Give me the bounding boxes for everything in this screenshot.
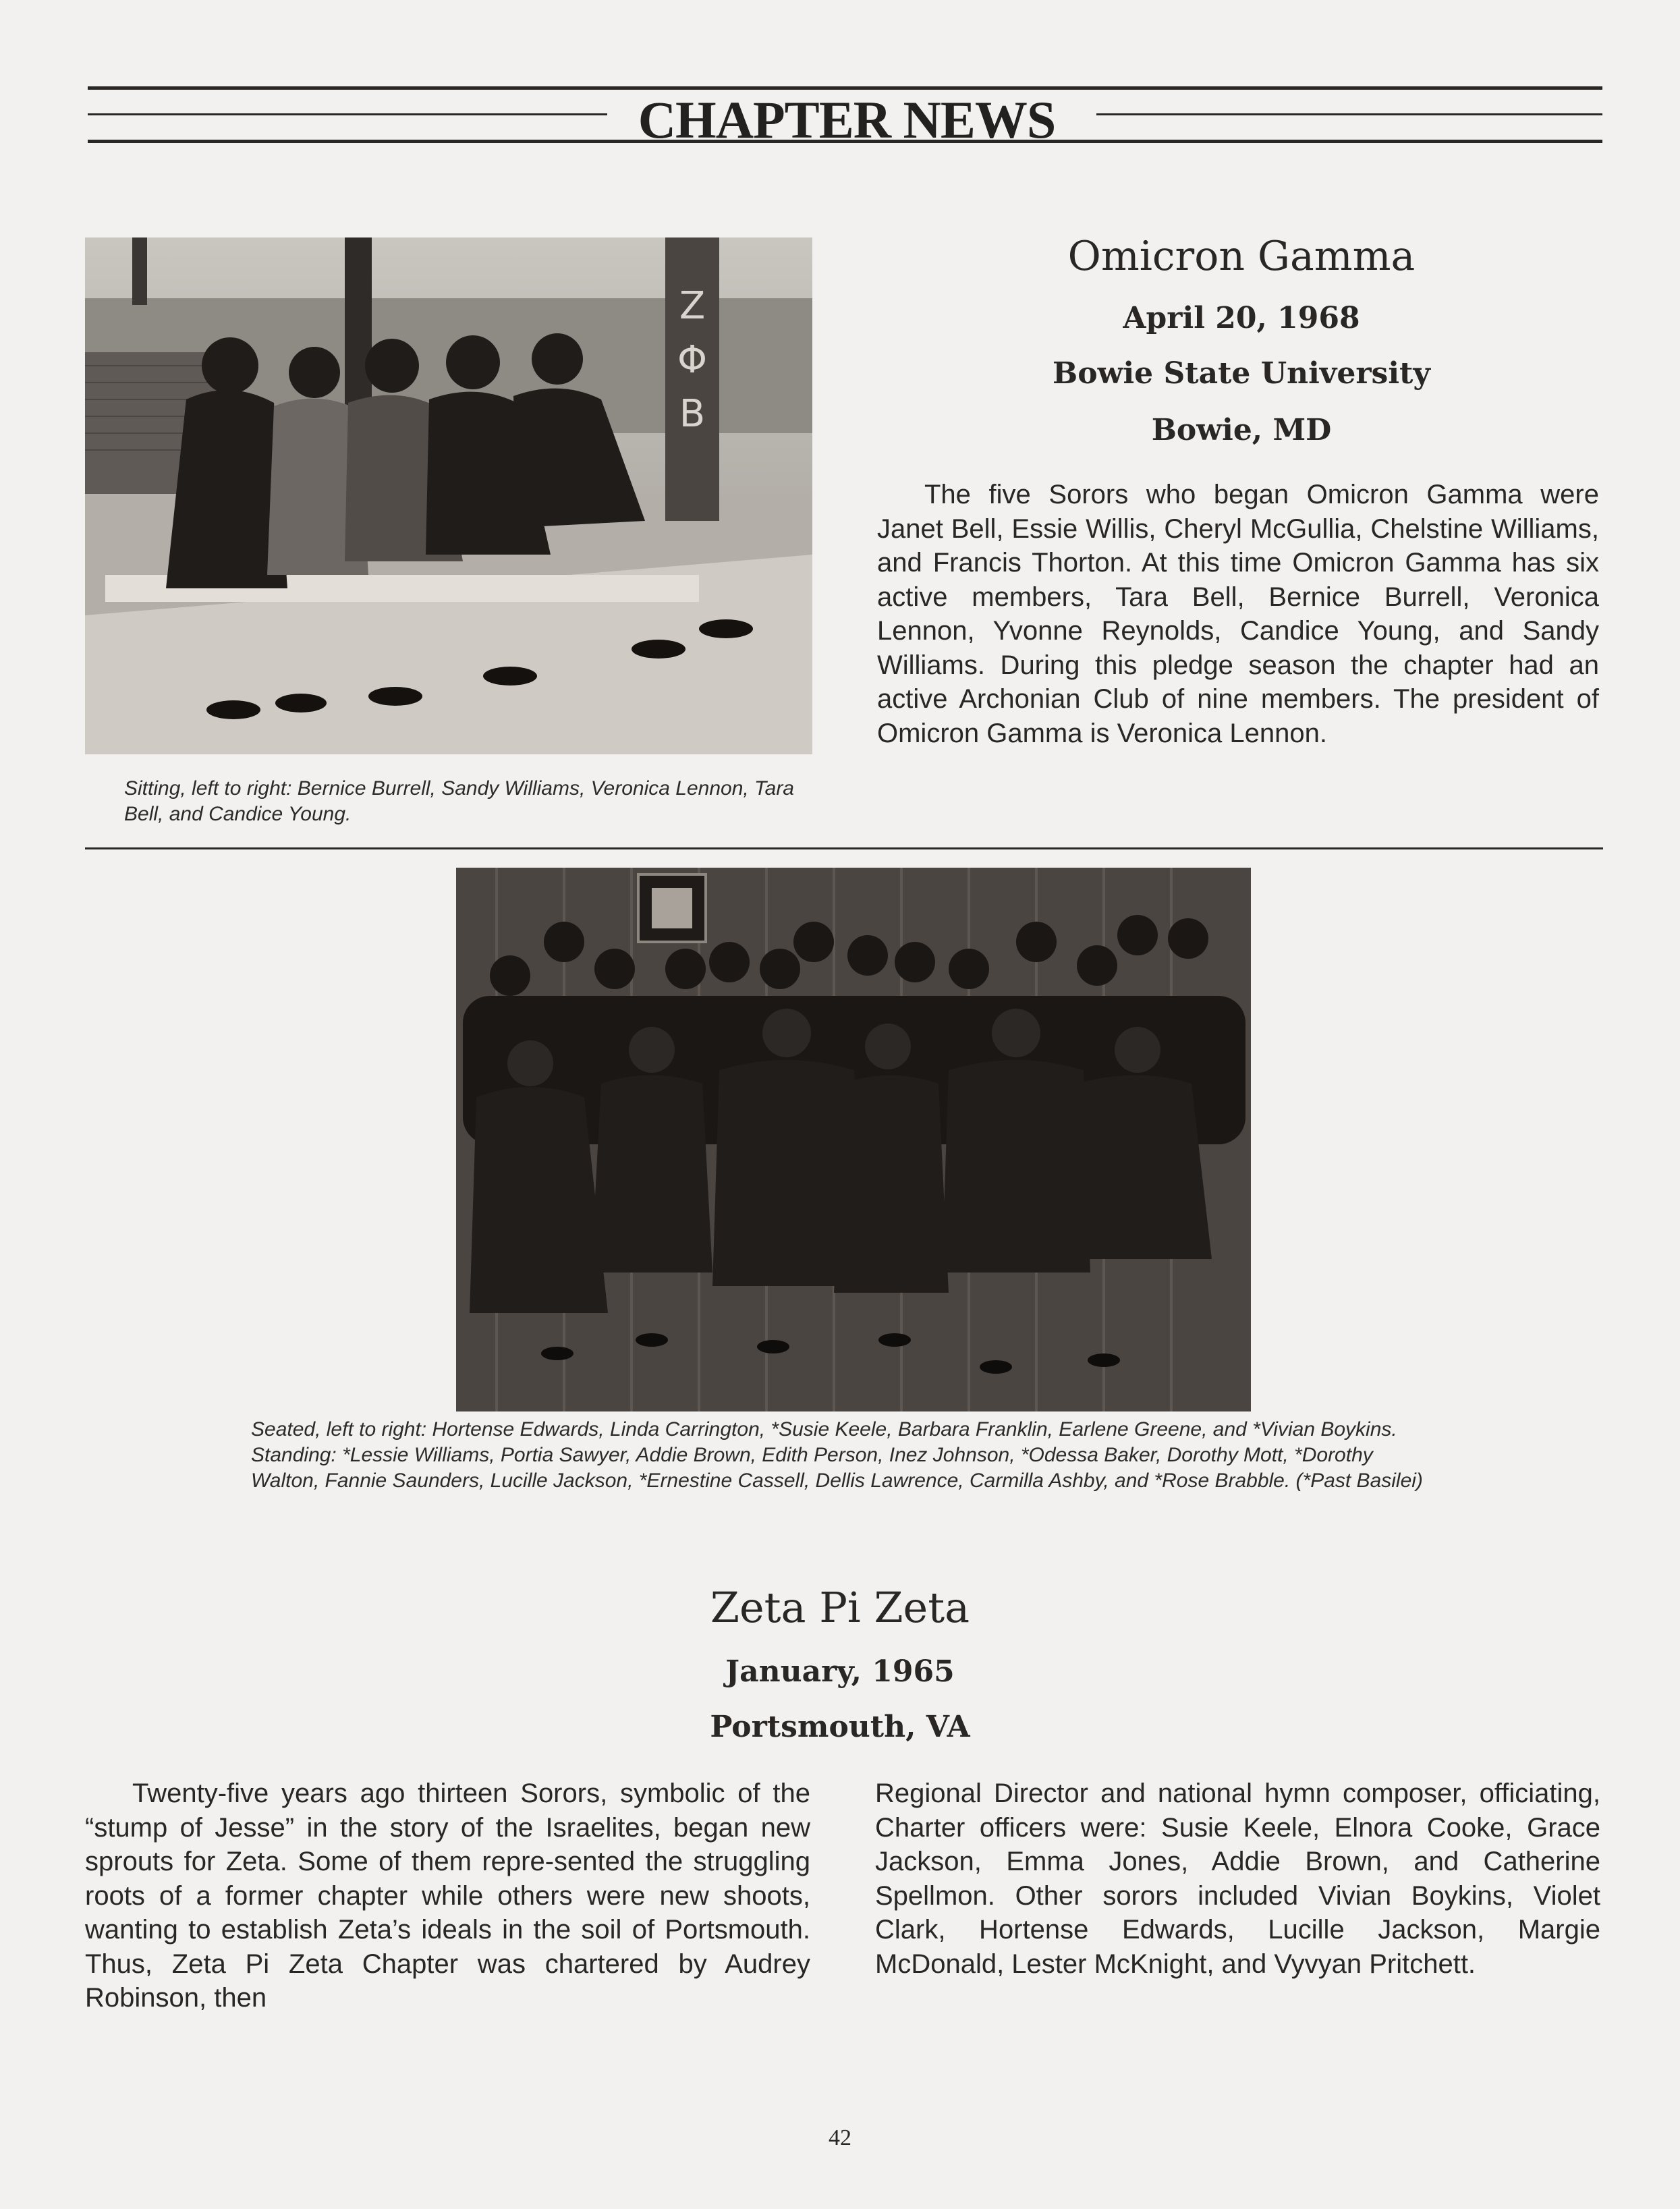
photo-zeta-pi-zeta-caption: Seated, left to right: Hortense Edwards, Linda Carrington, *Susie Keele, Barbara Franklin, Earlene Greene, and *Vivian Boykins. Standing: *Lessie Williams, Portia Sawyer, Addie Brown, Edith Person, Inez Johnson, *Odessa Baker, Dorothy Mott, *Dorothy Walton, Fannie Saunders, Lucille Jackson, *Ernestine Cassell, Dellis Lawrence, Carmilla Ashby, and *Rose Brabble. (*Past Basilei) <box>251 1418 1423 1492</box>
omicron-gamma-paragraph: The five Sorors who began Omicron Gamma were Janet Bell, Essie Willis, Cheryl McGullia, Chelstine Williams, and Francis Thorton. At this time Omicron Gamma has six active members, Tara Bell, Bernice Burrell, Veronica Lennon, Yvonne Reynolds, Candice Young, and Sandy Williams. During this pledge season the chapter had an active Archonian Club of nine members. The president of Omicron Gamma is Veronica Lennon. <box>877 480 1599 748</box>
zeta-pi-zeta-body-left <box>85 1777 810 2015</box>
zeta-pi-zeta-location: Portsmouth, VA <box>710 1710 970 1744</box>
svg-text:Z: Z <box>679 284 706 328</box>
omicron-gamma-school: Bowie State University <box>1053 356 1430 391</box>
photo-zeta-pi-zeta <box>456 868 1251 1411</box>
section-divider <box>85 847 1603 849</box>
zeta-pi-zeta-title: Zeta Pi Zeta <box>710 1583 970 1632</box>
svg-text:B: B <box>679 392 706 436</box>
zeta-pi-zeta-paragraph-left: Twenty-five years ago thirteen Sorors, symbolic of the “stump of Jesse” in the story of the Israelites, began new sprouts for Zeta. Some of them repre-sented the struggling roots of a former chapter while others were new shoots, wanting to establish Zeta’s ideals in the soil of Portsmouth. Thus, Zeta Pi Zeta Chapter was chartered by Audrey Robinson, then <box>85 1779 810 2013</box>
photo-omicron-gamma-image <box>85 237 812 754</box>
omicron-gamma-location: Bowie, MD <box>1151 413 1332 447</box>
photo-zeta-pi-zeta-image <box>456 868 1251 1411</box>
zeta-pi-zeta-paragraph-right: Regional Director and national hymn composer, officiating, Charter officers were: Susie Keele, Elnora Cooke, Grace Jackson, Emma Jones, Addie Brown, and Catherine Spellmon. Other sorors included Vivian Boykins, Violet Clark, Hortense Edwards, Lucille Jackson, Margie McDonald, Lester McKnight, and Vyvyan Pritchett. <box>875 1779 1600 1979</box>
omicron-gamma-title: Omicron Gamma <box>1067 233 1416 280</box>
omicron-gamma-body <box>877 478 1599 750</box>
photo-omicron-gamma-caption: Sitting, left to right: Bernice Burrell, Sandy Williams, Veronica Lennon, Tara Bell, and Candice Young. <box>124 777 794 825</box>
masthead-rule-left-upper <box>88 113 607 115</box>
svg-text:Φ: Φ <box>677 338 708 382</box>
zeta-pi-zeta-body-right <box>875 1777 1600 1981</box>
zeta-pi-zeta-date: January, 1965 <box>725 1654 955 1689</box>
photo-omicron-gamma <box>85 237 812 754</box>
page-number: 42 <box>829 2125 851 2150</box>
masthead-rule-right-upper <box>1096 113 1602 115</box>
masthead-title: CHAPTER NEWS <box>638 90 1056 149</box>
omicron-gamma-date: April 20, 1968 <box>1123 301 1360 335</box>
